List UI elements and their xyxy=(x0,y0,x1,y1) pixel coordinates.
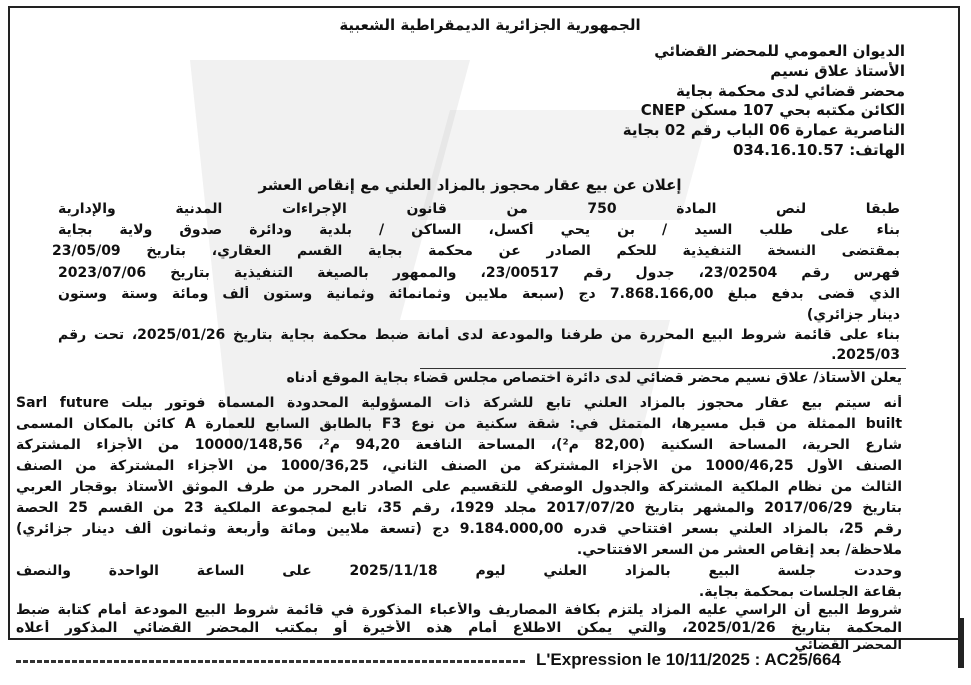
text-line: 2025/03. xyxy=(831,347,900,363)
republic-title: الجمهورية الجزائرية الديمقراطية الشعبية xyxy=(339,16,641,34)
office-phone: الهاتف: 034.16.10.57 xyxy=(732,141,905,159)
text-line: بتاريخ 2017/06/29 والمشهر بتاريخ 2017/07/20 مجلد 1929، رقم 35، تابع لمجموعة الملكية 23 من القسم 25 الحصة xyxy=(16,500,902,516)
text-line: بقاعة الجلسات بمحكمة بجاية. xyxy=(698,584,902,600)
text-line: أنه سيتم بيع عقار محجوز بالمزاد العلني تابع للشركة ذات المسؤولية المحدودة المسماة فوتور بيلت Sarl future xyxy=(16,395,902,411)
text-line: دينار جزائري) xyxy=(806,307,900,323)
text-line: شروط البيع أن الراسي عليه المزاد يلتزم بكافة المصاريف والأعباء المذكورة في قائمة شروط البيع المودعة أمام كتابة ضبط xyxy=(16,602,902,618)
text-line: الثالث من نظام الملكية المشتركة والجدول الوصفي للتقسيم على الصادر المحرر من طرف الموثق الأستاذ بوقجار العربي xyxy=(16,479,902,495)
text-line: الذي قضى بدفع مبلغ 7.868.166,00 دج (سبعة ملايين وثمانمائة وثمانية وستون ألف ومائة وستة وستون xyxy=(58,286,900,302)
scan-edge-mark xyxy=(958,618,964,668)
text-line: built الممثلة من قبل مسيرها، المتمثل في: شقة سكنية من نوع F3 بالطابق السابع للعمارة A كائن بالمكان المسمى xyxy=(16,416,902,432)
office-line: الناصرية عمارة 06 الباب رقم 02 بجاية xyxy=(622,121,905,139)
text-line: بناء على طلب السيد / بن يحي أكسل، الساكن / بلدية ودائرة صدوق ولاية بجاية xyxy=(58,222,900,238)
text-line: المحكمة بتاريخ 2025/01/26، والتي يمكن الاطلاع أمام هذه الأخيرة أو بمكتب المحضر القضائي المذكور أعلاه xyxy=(16,620,902,636)
office-line: الديوان العمومي للمحضر القضائي xyxy=(654,42,905,60)
footer-divider xyxy=(16,660,526,663)
office-line: محضر قضائي لدى محكمة بجاية xyxy=(676,82,905,100)
text-line: بمقتضى النسخة التنفيذية للحكم الصادر عن محكمة بجاية القسم العقاري، بتاريخ 23/05/09 xyxy=(52,243,900,259)
text-line: طبقا لنص المادة 750 من قانون الإجراءات المدنية والإدارية xyxy=(58,201,900,217)
text-line: الصنف الأول 1000/46,25 من الأجزاء المشتركة من الصنف الثاني، 1000/36,25 من الأجزاء المشتركة من الصنف xyxy=(16,458,902,474)
divider xyxy=(420,368,906,369)
text-line: رقم 25، بالمزاد العلني بسعر افتتاحي قدره 9.184.000,00 دج (تسعة ملايين ومائة وأربعة وثمانون ألف دينار جزائري) xyxy=(16,521,902,537)
office-line: الكائن مكتبه بحي 107 مسكن CNEP xyxy=(640,101,905,119)
announcer-line: يعلن الأستاذ/ علاق نسيم محضر قضائي لدى دائرة اختصاص مجلس قضاء بجاية الموقع أدناه xyxy=(286,370,902,386)
text-line: ملاحظة/ بعد إنقاص العشر من السعر الافتتاحي. xyxy=(576,542,902,558)
text-line: شارع الحرية، المساحة السكنية (82,00 م²)، المساحة النافعة 94,20 م²، 10000/148,56 من الأجزاء المشتركة xyxy=(16,437,902,453)
office-line: الأستاذ علاق نسيم xyxy=(770,62,905,80)
publication-reference: L'Expression le 10/11/2025 : AC25/664 xyxy=(536,650,841,669)
text-line: وحددت جلسة البيع بالمزاد العلني ليوم 2025/11/18 على الساعة الواحدة والنصف xyxy=(16,563,902,579)
text-line: بناء على قائمة شروط البيع المحررة من طرفنا والمودعة لدى أمانة ضبط محكمة بجاية بتاريخ 2025/01/26، تحت رقم xyxy=(58,327,900,343)
notice-subject: إعلان عن بيع عقار محجوز بالمزاد العلني مع إنقاص العشر xyxy=(258,176,682,194)
signature-label: المحضر القضائي xyxy=(794,638,902,653)
text-line: فهرس رقم 23/02504، جدول رقم 23/00517، والممهور بالصيغة التنفيذية بتاريخ 2023/07/06 xyxy=(58,265,900,281)
